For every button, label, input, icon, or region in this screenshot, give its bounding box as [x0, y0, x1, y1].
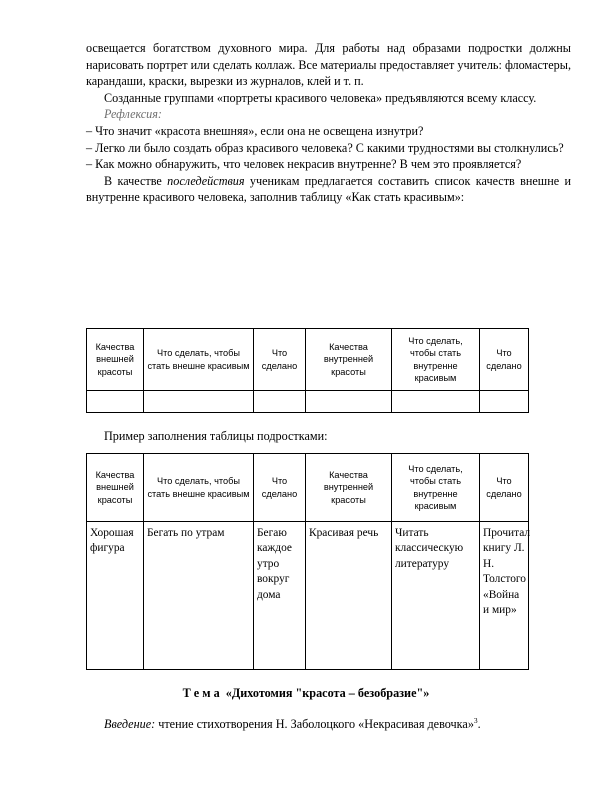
header-outer-done: Что сделано: [254, 454, 306, 522]
cell-inner-done: Прочитал книгу Л. Н. Толстого «Война и мир»: [480, 522, 529, 670]
header-outer-done: Что сделано: [254, 329, 306, 391]
cell-outer-done: Бегаю каждое утро вокруг дома: [254, 522, 306, 670]
introduction-end: .: [477, 717, 481, 732]
table-row: [87, 522, 529, 670]
table-header-row: [87, 454, 529, 522]
table-cell: [87, 391, 144, 413]
reflection-question-1: – Что значит «красота внешняя», если она не освещена изнутри?: [86, 123, 424, 138]
aftereffect-term: последействия: [167, 173, 245, 188]
empty-qualities-table: [86, 328, 529, 413]
cell-inner-todo: Читать классическую литературу: [392, 522, 480, 670]
header-outer-qualities: Качества внешней красоты: [87, 454, 144, 522]
table-cell: [480, 391, 529, 413]
header-inner-done: Что сделано: [480, 454, 529, 522]
header-outer-qualities: Качества внешней красоты: [87, 329, 144, 391]
aftereffect-paragraph: [86, 173, 571, 206]
table-cell: [306, 391, 392, 413]
introduction-label: Введение:: [104, 717, 156, 732]
footnote-marker: 3: [473, 716, 478, 725]
aftereffect-prefix: В качестве: [104, 173, 168, 188]
example-caption: Пример заполнения таблицы подростками:: [104, 429, 328, 443]
header-inner-todo: Что сделать, чтобы стать внутренне красивым: [392, 329, 480, 391]
header-outer-todo: Что сделать, чтобы стать внешне красивым: [144, 454, 254, 522]
topic-heading: [0, 686, 612, 701]
table-header-row: [87, 329, 529, 391]
reflection-question-2: – Легко ли было создать образ красивого человека? С какими трудностями вы столкнулись?: [86, 140, 564, 155]
table-cell: [254, 391, 306, 413]
paragraph-intro: освещается богатством духовного мира. Для работы над образами подростки должны нарисовать портрет или сделать коллаж. Все материалы предоставляет учитель: фломастеры, карандаши, краски, вырезки из журналов, клей и т. п.: [86, 41, 571, 89]
table-cell: [392, 391, 480, 413]
header-inner-qualities: Качества внутренней красоты: [306, 329, 392, 391]
topic-prefix: Т е м а: [182, 686, 220, 700]
topic-title: «Дихотомия "красота – безобразие"»: [225, 686, 430, 700]
aftereffect-suffix: ученикам предлагается составить список качеств внешне и внутренне красивого человека, заполнив таблицу «Как стать красивым»:: [86, 173, 571, 205]
reflection-heading: [86, 106, 571, 123]
header-outer-todo: Что сделать, чтобы стать внешне красивым: [144, 329, 254, 391]
introduction-text: чтение стихотворения Н. Заболоцкого «Некрасивая девочка»: [155, 717, 474, 732]
header-inner-qualities: Качества внутренней красоты: [306, 454, 392, 522]
reflection-label: Рефлексия:: [104, 107, 162, 122]
table-empty-row: [87, 391, 529, 413]
header-inner-todo: Что сделать, чтобы стать внутренне красивым: [392, 454, 480, 522]
introduction-line: [86, 713, 571, 733]
paragraph-presentation: Созданные группами «портреты красивого человека» предъявляются всему классу.: [104, 90, 537, 105]
body-text: [86, 40, 571, 206]
cell-outer-todo: Бегать по утрам: [144, 522, 254, 670]
header-inner-done: Что сделано: [480, 329, 529, 391]
reflection-question-3: – Как можно обнаружить, что человек некрасив внутренне? В чем это проявляется?: [86, 157, 522, 172]
cell-inner-quality: Красивая речь: [306, 522, 392, 670]
cell-outer-quality: Хорошая фигура: [87, 522, 144, 670]
table-cell: [144, 391, 254, 413]
example-qualities-table: [86, 453, 529, 670]
